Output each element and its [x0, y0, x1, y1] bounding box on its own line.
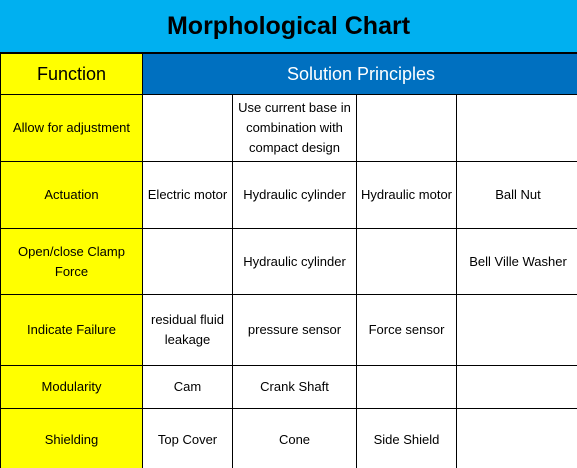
table-row: [1, 229, 577, 295]
solution-cell[interactable]: [357, 366, 457, 409]
solution-cell[interactable]: Side Shield: [357, 409, 457, 468]
solution-cell[interactable]: [143, 229, 233, 295]
solution-cell[interactable]: Top Cover: [143, 409, 233, 468]
solution-cell[interactable]: Bell Ville Washer: [457, 229, 577, 295]
solution-cell[interactable]: Hydraulic cylinder: [233, 229, 357, 295]
solution-cell[interactable]: Ball Nut: [457, 162, 577, 229]
table-row: [1, 295, 577, 366]
solution-cell[interactable]: Crank Shaft: [233, 366, 357, 409]
solution-cell[interactable]: [357, 95, 457, 162]
function-cell[interactable]: Shielding: [1, 409, 143, 468]
solution-cell[interactable]: residual fluid leakage: [143, 295, 233, 366]
table-row: [1, 95, 577, 162]
function-cell[interactable]: Open/close Clamp Force: [1, 229, 143, 295]
chart-title[interactable]: Morphological Chart: [0, 0, 577, 53]
table-row: [1, 409, 577, 468]
solution-cell[interactable]: Hydraulic motor: [357, 162, 457, 229]
solution-cell[interactable]: [357, 229, 457, 295]
solution-cell[interactable]: [457, 409, 577, 468]
function-cell[interactable]: Indicate Failure: [1, 295, 143, 366]
table-row: [1, 366, 577, 409]
solution-cell[interactable]: Cone: [233, 409, 357, 468]
function-cell[interactable]: Allow for adjustment: [1, 95, 143, 162]
function-cell[interactable]: Actuation: [1, 162, 143, 229]
solution-cell[interactable]: Electric motor: [143, 162, 233, 229]
header-row: [1, 54, 577, 95]
solution-cell[interactable]: [457, 366, 577, 409]
solution-cell[interactable]: Hydraulic cylinder: [233, 162, 357, 229]
solution-cell[interactable]: pressure sensor: [233, 295, 357, 366]
function-cell[interactable]: Modularity: [1, 366, 143, 409]
solution-cell[interactable]: Use current base in combination with compact design: [233, 95, 357, 162]
header-solutions-cell[interactable]: Solution Principles: [143, 54, 577, 95]
solution-cell[interactable]: [143, 95, 233, 162]
solution-cell[interactable]: [457, 95, 577, 162]
header-function-cell[interactable]: Function: [1, 54, 143, 95]
table-row: [1, 162, 577, 229]
morphological-table: [0, 53, 577, 468]
solution-cell[interactable]: Cam: [143, 366, 233, 409]
solution-cell[interactable]: Force sensor: [357, 295, 457, 366]
solution-cell[interactable]: [457, 295, 577, 366]
